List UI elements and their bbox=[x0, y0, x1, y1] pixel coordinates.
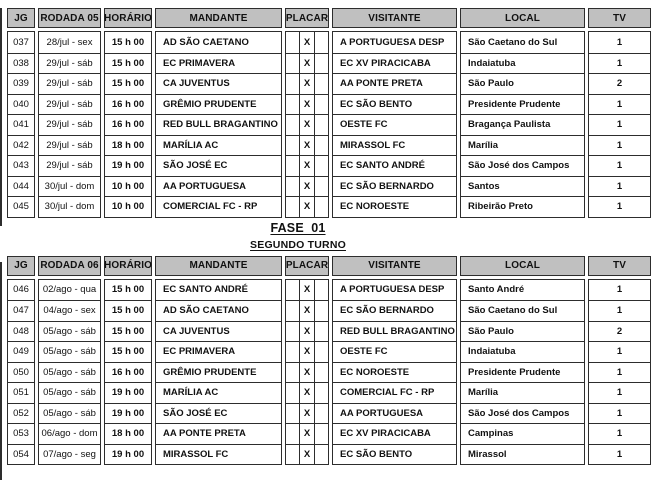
column-header-score: PLACAR bbox=[285, 8, 329, 28]
cropped-table-edge-top bbox=[0, 8, 2, 226]
home-cell: GRÊMIO PRUDENTE bbox=[156, 362, 281, 383]
date-cell: 02/ago - qua bbox=[42, 284, 97, 296]
home-score-box bbox=[286, 115, 299, 135]
score-x-mark: X bbox=[299, 404, 314, 424]
venue-cell: Indaiatuba bbox=[461, 341, 584, 362]
home-cell: RED BULL BRAGANTINO bbox=[156, 114, 281, 135]
tv-cell: 1 bbox=[589, 341, 650, 362]
score-x-mark: X bbox=[299, 156, 314, 176]
score-column-body bbox=[285, 279, 329, 466]
tv-cell: 1 bbox=[589, 135, 650, 156]
cropped-table-edge-bottom bbox=[0, 262, 2, 480]
column-header-time: HORÁRIO bbox=[104, 8, 152, 28]
time-cell: 15 h 00 bbox=[111, 284, 145, 296]
venue-cell: Marília bbox=[461, 135, 584, 156]
column-header-jg: JG bbox=[7, 256, 35, 276]
away-cell: EC NOROESTE bbox=[333, 196, 456, 217]
venue-cell: Marília bbox=[461, 382, 584, 403]
time-cell: 15 h 00 bbox=[111, 36, 145, 48]
tv-column-body bbox=[588, 279, 651, 466]
jg-cell: 047 bbox=[8, 300, 34, 321]
venue-cell: São Caetano do Sul bbox=[468, 36, 558, 48]
away-score-box bbox=[315, 95, 328, 115]
score-x-mark: X bbox=[299, 197, 314, 217]
column-header-venue: LOCAL bbox=[460, 8, 585, 28]
tv-cell: 1 bbox=[616, 36, 623, 48]
home-score-box bbox=[286, 363, 299, 383]
score-x-mark: X bbox=[299, 424, 314, 444]
score-x-mark: X bbox=[299, 383, 314, 403]
date-cell: 29/jul - sáb bbox=[39, 155, 100, 176]
home-cell: EC SANTO ANDRÉ bbox=[163, 284, 248, 296]
away-cell: AA PONTE PRETA bbox=[333, 73, 456, 94]
column-header-tv: TV bbox=[588, 256, 651, 276]
tv-cell: 1 bbox=[589, 176, 650, 197]
home-cell: EC PRIMAVERA bbox=[156, 341, 281, 362]
home-cell: AA PORTUGUESA bbox=[156, 176, 281, 197]
column-header-venue: LOCAL bbox=[460, 256, 585, 276]
date-column bbox=[38, 256, 101, 466]
away-cell: EC XV PIRACICABA bbox=[333, 423, 456, 444]
time-cell: 10 h 00 bbox=[105, 196, 151, 217]
score-cell bbox=[286, 155, 328, 176]
tv-cell: 1 bbox=[589, 155, 650, 176]
away-column-body bbox=[332, 279, 457, 466]
score-x-mark: X bbox=[299, 322, 314, 342]
time-cell: 18 h 00 bbox=[105, 135, 151, 156]
jg-cell: 048 bbox=[8, 321, 34, 342]
venue-column bbox=[460, 256, 585, 466]
jg-cell: 042 bbox=[8, 135, 34, 156]
jg-cell: 052 bbox=[8, 403, 34, 424]
time-cell: 19 h 00 bbox=[105, 155, 151, 176]
column-header-score: PLACAR bbox=[285, 256, 329, 276]
home-score-box bbox=[286, 322, 299, 342]
time-cell: 19 h 00 bbox=[105, 382, 151, 403]
time-column-body bbox=[104, 279, 152, 466]
venue-cell: Mirassol bbox=[461, 444, 584, 465]
date-cell: 30/jul - dom bbox=[39, 176, 100, 197]
away-cell: EC SÃO BENTO bbox=[333, 94, 456, 115]
rodada-06-table bbox=[0, 256, 660, 466]
away-score-box bbox=[315, 136, 328, 156]
score-x-mark: X bbox=[299, 115, 314, 135]
jg-cell: 050 bbox=[8, 362, 34, 383]
time-cell: 19 h 00 bbox=[105, 403, 151, 424]
date-cell: 07/ago - seg bbox=[39, 444, 100, 465]
score-cell bbox=[286, 280, 328, 301]
tv-cell: 2 bbox=[589, 73, 650, 94]
jg-cell: 045 bbox=[8, 196, 34, 217]
away-cell: A PORTUGUESA DESP bbox=[340, 36, 445, 48]
column-header-jg: JG bbox=[7, 8, 35, 28]
away-score-box bbox=[315, 342, 328, 362]
column-header-date: RODADA 06 bbox=[38, 256, 101, 276]
score-x-mark: X bbox=[299, 95, 314, 115]
fase-title: FASE 01 bbox=[270, 220, 326, 235]
segundo-turno-title: SEGUNDO TURNO bbox=[250, 238, 346, 251]
time-cell: 15 h 00 bbox=[105, 73, 151, 94]
column-header-tv: TV bbox=[588, 8, 651, 28]
away-column bbox=[332, 8, 457, 218]
away-cell: COMERCIAL FC - RP bbox=[333, 382, 456, 403]
home-score-box bbox=[286, 136, 299, 156]
away-score-box bbox=[315, 445, 328, 465]
home-score-box bbox=[286, 177, 299, 197]
score-x-mark: X bbox=[299, 363, 314, 383]
date-cell: 29/jul - sáb bbox=[39, 135, 100, 156]
tv-cell: 1 bbox=[589, 423, 650, 444]
jg-cell: 038 bbox=[8, 53, 34, 74]
venue-cell: Presidente Prudente bbox=[461, 362, 584, 383]
score-cell bbox=[286, 341, 328, 362]
date-cell: 05/ago - sáb bbox=[39, 341, 100, 362]
column-header-home: MANDANTE bbox=[155, 8, 282, 28]
home-score-box bbox=[286, 301, 299, 321]
time-cell: 16 h 00 bbox=[105, 362, 151, 383]
date-cell: 30/jul - dom bbox=[39, 196, 100, 217]
away-score-box bbox=[315, 115, 328, 135]
home-score-box bbox=[286, 54, 299, 74]
score-cell bbox=[286, 300, 328, 321]
away-score-box bbox=[315, 363, 328, 383]
time-cell: 15 h 00 bbox=[105, 53, 151, 74]
score-x-mark: X bbox=[299, 177, 314, 197]
time-cell: 15 h 00 bbox=[105, 300, 151, 321]
score-x-mark: X bbox=[299, 54, 314, 74]
home-cell: AD SÃO CAETANO bbox=[156, 300, 281, 321]
away-cell: AA PORTUGUESA bbox=[333, 403, 456, 424]
date-cell: 29/jul - sáb bbox=[39, 114, 100, 135]
score-column-body bbox=[285, 31, 329, 218]
home-cell: SÃO JOSÉ EC bbox=[156, 155, 281, 176]
date-cell: 29/jul - sáb bbox=[39, 53, 100, 74]
tv-cell: 1 bbox=[589, 362, 650, 383]
time-cell: 15 h 00 bbox=[105, 341, 151, 362]
away-score-box bbox=[315, 322, 328, 342]
away-score-box bbox=[315, 383, 328, 403]
home-cell: SÃO JOSÉ EC bbox=[156, 403, 281, 424]
score-column bbox=[285, 8, 329, 218]
tv-column-body bbox=[588, 31, 651, 218]
jg-column bbox=[7, 8, 35, 218]
home-score-box bbox=[286, 342, 299, 362]
column-header-date: RODADA 05 bbox=[38, 8, 101, 28]
time-cell: 16 h 00 bbox=[105, 94, 151, 115]
away-cell: OESTE FC bbox=[333, 341, 456, 362]
score-x-mark: X bbox=[299, 342, 314, 362]
score-column bbox=[285, 256, 329, 466]
tv-cell: 1 bbox=[589, 300, 650, 321]
away-cell: A PORTUGUESA DESP bbox=[340, 284, 445, 296]
venue-cell: Ribeirão Preto bbox=[461, 196, 584, 217]
home-cell: EC PRIMAVERA bbox=[156, 53, 281, 74]
venue-cell: Bragança Paulista bbox=[461, 114, 584, 135]
tv-cell: 1 bbox=[589, 403, 650, 424]
column-header-time: HORÁRIO bbox=[104, 256, 152, 276]
jg-cell: 046 bbox=[13, 284, 29, 296]
jg-cell: 039 bbox=[8, 73, 34, 94]
jg-cell: 043 bbox=[8, 155, 34, 176]
column-header-home: MANDANTE bbox=[155, 256, 282, 276]
time-column bbox=[104, 8, 152, 218]
venue-column bbox=[460, 8, 585, 218]
home-column bbox=[155, 256, 282, 466]
venue-cell: São José dos Campos bbox=[461, 155, 584, 176]
score-cell bbox=[286, 32, 328, 53]
away-score-box bbox=[315, 301, 328, 321]
jg-cell: 049 bbox=[8, 341, 34, 362]
score-cell bbox=[286, 196, 328, 217]
venue-cell: Santo André bbox=[468, 284, 525, 296]
home-score-box bbox=[286, 383, 299, 403]
tv-column bbox=[588, 256, 651, 466]
home-cell: CA JUVENTUS bbox=[156, 321, 281, 342]
score-cell bbox=[286, 444, 328, 465]
date-cell: 05/ago - sáb bbox=[39, 362, 100, 383]
home-cell: GRÊMIO PRUDENTE bbox=[156, 94, 281, 115]
home-score-box bbox=[286, 32, 299, 53]
jg-column-body bbox=[7, 279, 35, 466]
away-score-box bbox=[315, 74, 328, 94]
time-column-body bbox=[104, 31, 152, 218]
jg-cell: 037 bbox=[13, 36, 29, 48]
jg-column bbox=[7, 256, 35, 466]
home-score-box bbox=[286, 197, 299, 217]
home-score-box bbox=[286, 95, 299, 115]
score-cell bbox=[286, 382, 328, 403]
home-score-box bbox=[286, 74, 299, 94]
jg-cell: 053 bbox=[8, 423, 34, 444]
date-cell: 05/ago - sáb bbox=[39, 382, 100, 403]
date-cell: 28/jul - sex bbox=[46, 36, 93, 48]
score-cell bbox=[286, 135, 328, 156]
score-x-mark: X bbox=[299, 136, 314, 156]
home-column-body bbox=[155, 31, 282, 218]
away-score-box bbox=[315, 197, 328, 217]
away-score-box bbox=[315, 54, 328, 74]
away-column bbox=[332, 256, 457, 466]
score-x-mark: X bbox=[299, 74, 314, 94]
away-score-box bbox=[315, 177, 328, 197]
time-column bbox=[104, 256, 152, 466]
venue-column-body bbox=[460, 31, 585, 218]
away-cell: EC SÃO BENTO bbox=[333, 444, 456, 465]
home-score-box bbox=[286, 156, 299, 176]
venue-column-body bbox=[460, 279, 585, 466]
venue-cell: São José dos Campos bbox=[461, 403, 584, 424]
rodada-05-table bbox=[0, 8, 660, 218]
home-column bbox=[155, 8, 282, 218]
score-cell bbox=[286, 423, 328, 444]
away-cell: EC NOROESTE bbox=[333, 362, 456, 383]
away-cell: EC SÃO BERNARDO bbox=[333, 300, 456, 321]
column-header-away: VISITANTE bbox=[332, 256, 457, 276]
time-cell: 15 h 00 bbox=[105, 321, 151, 342]
time-cell: 19 h 00 bbox=[105, 444, 151, 465]
score-cell bbox=[286, 94, 328, 115]
tv-cell: 1 bbox=[589, 196, 650, 217]
venue-cell: São Paulo bbox=[461, 321, 584, 342]
venue-cell: Presidente Prudente bbox=[461, 94, 584, 115]
home-cell: AA PONTE PRETA bbox=[156, 423, 281, 444]
home-cell: MARÍLIA AC bbox=[156, 382, 281, 403]
date-column-body bbox=[38, 31, 101, 218]
away-column-body bbox=[332, 31, 457, 218]
venue-cell: Indaiatuba bbox=[461, 53, 584, 74]
venue-cell: Campinas bbox=[461, 423, 584, 444]
score-cell bbox=[286, 321, 328, 342]
score-cell bbox=[286, 176, 328, 197]
time-cell: 10 h 00 bbox=[105, 176, 151, 197]
home-column-body bbox=[155, 279, 282, 466]
score-cell bbox=[286, 403, 328, 424]
tv-cell: 1 bbox=[589, 444, 650, 465]
home-score-box bbox=[286, 404, 299, 424]
home-cell: MIRASSOL FC bbox=[156, 444, 281, 465]
away-cell: EC XV PIRACICABA bbox=[333, 53, 456, 74]
score-x-mark: X bbox=[299, 32, 314, 53]
tv-cell: 1 bbox=[589, 94, 650, 115]
date-cell: 05/ago - sáb bbox=[39, 321, 100, 342]
jg-column-body bbox=[7, 31, 35, 218]
tv-cell: 1 bbox=[589, 382, 650, 403]
tv-column bbox=[588, 8, 651, 218]
score-cell bbox=[286, 114, 328, 135]
away-score-box bbox=[315, 404, 328, 424]
away-score-box bbox=[315, 424, 328, 444]
home-cell: AD SÃO CAETANO bbox=[163, 36, 249, 48]
venue-cell: Santos bbox=[461, 176, 584, 197]
time-cell: 16 h 00 bbox=[105, 114, 151, 135]
tv-cell: 1 bbox=[589, 53, 650, 74]
away-score-box bbox=[315, 280, 328, 301]
away-cell: MIRASSOL FC bbox=[333, 135, 456, 156]
time-cell: 18 h 00 bbox=[105, 423, 151, 444]
away-score-box bbox=[315, 156, 328, 176]
column-header-away: VISITANTE bbox=[332, 8, 457, 28]
home-score-box bbox=[286, 280, 299, 301]
score-x-mark: X bbox=[299, 280, 314, 301]
home-cell: MARÍLIA AC bbox=[156, 135, 281, 156]
home-score-box bbox=[286, 445, 299, 465]
score-cell bbox=[286, 362, 328, 383]
away-cell: RED BULL BRAGANTINO bbox=[333, 321, 456, 342]
jg-cell: 040 bbox=[8, 94, 34, 115]
tv-cell: 2 bbox=[589, 321, 650, 342]
jg-cell: 041 bbox=[8, 114, 34, 135]
away-cell: EC SANTO ANDRÉ bbox=[333, 155, 456, 176]
score-cell bbox=[286, 53, 328, 74]
away-cell: EC SÃO BERNARDO bbox=[333, 176, 456, 197]
away-cell: OESTE FC bbox=[333, 114, 456, 135]
score-x-mark: X bbox=[299, 445, 314, 465]
date-cell: 06/ago - dom bbox=[39, 423, 100, 444]
venue-cell: São Paulo bbox=[461, 73, 584, 94]
date-cell: 05/ago - sáb bbox=[39, 403, 100, 424]
date-cell: 29/jul - sáb bbox=[39, 94, 100, 115]
score-x-mark: X bbox=[299, 301, 314, 321]
section-titles bbox=[0, 221, 660, 251]
score-cell bbox=[286, 73, 328, 94]
date-column bbox=[38, 8, 101, 218]
home-score-box bbox=[286, 424, 299, 444]
jg-cell: 044 bbox=[8, 176, 34, 197]
jg-cell: 051 bbox=[8, 382, 34, 403]
tv-cell: 1 bbox=[616, 284, 623, 296]
venue-cell: São Caetano do Sul bbox=[461, 300, 584, 321]
date-cell: 04/ago - sex bbox=[39, 300, 100, 321]
jg-cell: 054 bbox=[8, 444, 34, 465]
tv-cell: 1 bbox=[589, 114, 650, 135]
date-cell: 29/jul - sáb bbox=[39, 73, 100, 94]
away-score-box bbox=[315, 32, 328, 53]
home-cell: COMERCIAL FC - RP bbox=[156, 196, 281, 217]
home-cell: CA JUVENTUS bbox=[156, 73, 281, 94]
date-column-body bbox=[38, 279, 101, 466]
